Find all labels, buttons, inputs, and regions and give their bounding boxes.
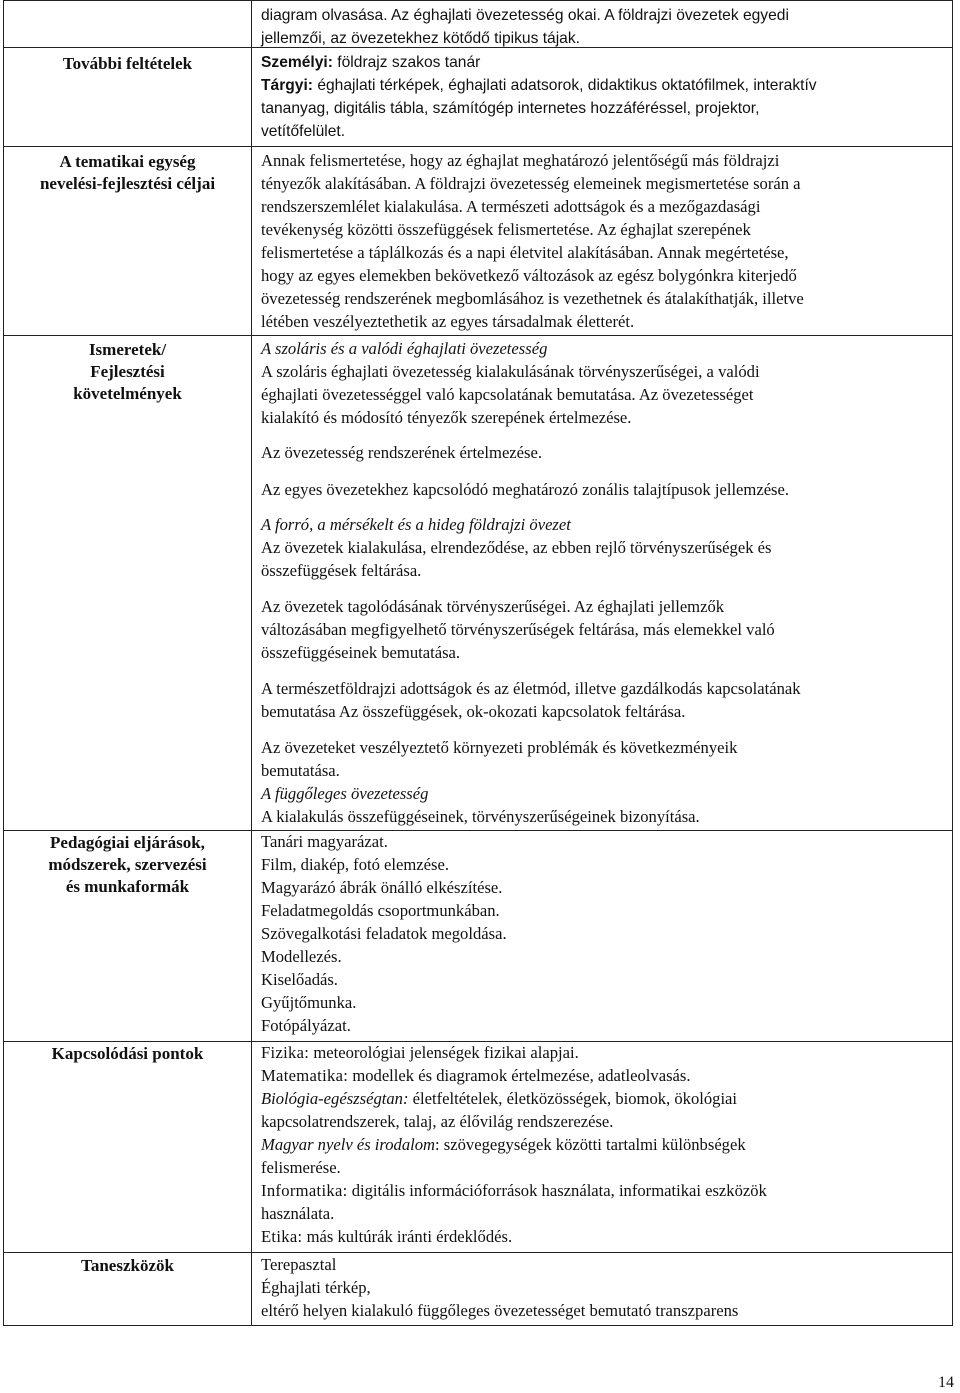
label-goals <box>4 151 251 195</box>
text-line: tényezők alakításában. A földrajzi övezetesség elemeinek megismertetése során a <box>261 174 801 193</box>
subject-name: Fizika: <box>261 1043 310 1062</box>
list-item: Terepasztal <box>261 1255 337 1274</box>
subject-text: : szövegegységek közötti tartalmi különbségek <box>435 1135 746 1154</box>
subject-name: Magyar nyelv és irodalom <box>261 1135 436 1154</box>
methods-list <box>261 830 943 1037</box>
text-line: felismerése. <box>261 1158 341 1177</box>
text-line: vetítőfelület. <box>261 123 346 140</box>
label-requirements-line: Ismeretek/ <box>88 340 167 359</box>
text-line: összefüggések feltárása. <box>261 561 422 580</box>
personal-label: Személyi: <box>261 54 333 71</box>
personal-conditions <box>261 51 943 74</box>
text-line: Annak felismertetése, hogy az éghajlat meghatározó jelentőségű más földrajzi <box>261 151 780 170</box>
text-line: Az övezetesség rendszerének értelmezése. <box>261 443 543 462</box>
connection-physics <box>261 1041 943 1064</box>
material-value: éghajlati térképek, éghajlati adatsorok, didaktikus oktatófilmek, interaktív <box>313 77 817 94</box>
label-requirements <box>4 339 251 405</box>
text-line: jellemzői, az övezetekhez kötődő tipikus tájak. <box>261 30 580 47</box>
connection-ethics <box>261 1225 943 1248</box>
text-line: övezetesség rendszerének megbomlásához is vezethetnek és átalakíthatják, illetve <box>261 289 804 308</box>
label-tools: Taneszközök <box>81 1256 174 1275</box>
label-goals-line: A tematikai egység <box>59 152 196 171</box>
subject-text: életfeltételek, életközösségek, biomok, ökológiai <box>408 1089 738 1108</box>
label-methods-line: Pedagógiai eljárások, <box>50 833 205 852</box>
text-line: rendszerszemlélet kialakulása. A természeti adottságok és a mezőgazdasági <box>261 197 761 216</box>
text-line: felismertetése a táplálkozás és a napi életvitel alakításában. Annak megértetése, <box>261 243 789 262</box>
section-heading: A forró, a mérsékelt és a hideg földrajzi övezet <box>261 515 571 534</box>
list-item: Feladatmegoldás csoportmunkában. <box>261 901 500 920</box>
text-line: A kialakulás összefüggéseinek, törvényszerűségeinek bizonyítása. <box>261 807 700 826</box>
label-further-conditions: További feltételek <box>62 54 193 73</box>
label-goals-line: nevelési-fejlesztési céljai <box>39 174 216 193</box>
requirements-p5 <box>261 595 943 664</box>
requirements-p7 <box>261 736 943 828</box>
text-line: Az övezeteket veszélyeztető környezeti problémák és következményeik <box>261 738 738 757</box>
text-line: diagram olvasása. Az éghajlati övezetesség okai. A földrajzi övezetek egyedi <box>261 7 789 24</box>
list-item: Kiselőadás. <box>261 970 338 989</box>
label-methods <box>4 832 251 898</box>
requirements-p3 <box>261 478 943 501</box>
list-item: Tanári magyarázat. <box>261 832 388 851</box>
top-continuation-text <box>261 4 943 50</box>
page-number: 14 <box>938 1374 954 1391</box>
list-item: Modellezés. <box>261 947 342 966</box>
section-heading: A szoláris és a valódi éghajlati övezetesség <box>261 339 548 358</box>
label-methods-line: módszerek, szervezési <box>48 855 207 874</box>
goals-text <box>261 149 943 333</box>
text-line: Az övezetek kialakulása, elrendeződése, az ebben rejlő törvényszerűségek és <box>261 538 772 557</box>
label-connections: Kapcsolódási pontok <box>51 1044 204 1063</box>
material-conditions <box>261 74 943 97</box>
text-line: bemutatása Az összefüggések, ok-okozati kapcsolatok feltárása. <box>261 702 686 721</box>
conditions-text <box>261 51 943 143</box>
connection-literature <box>261 1133 943 1156</box>
requirements-section2 <box>261 513 943 582</box>
text-line: A szoláris éghajlati övezetesség kialakulásának törvényszerűségei, a valódi <box>261 362 760 381</box>
text-line: kialakító és módosító tényezők szerepének értelmezése. <box>261 408 632 427</box>
connection-biology <box>261 1087 943 1110</box>
subject-text: meteorológiai jelenségek fizikai alapjai. <box>309 1043 579 1062</box>
list-item: Éghajlati térkép, <box>261 1278 371 1297</box>
text-line: változásában megfigyelhető törvényszerűségek feltárása, más elemekkel való <box>261 620 775 639</box>
label-requirements-line: követelmények <box>73 384 182 403</box>
text-line: hogy az egyes elemekben bekövetkező változások az egész bolygónkra kiterjedő <box>261 266 797 285</box>
text-line: összefüggéseinek bemutatása. <box>261 643 461 662</box>
text-line: létében veszélyeztethetik az egyes társadalmak életterét. <box>261 312 635 331</box>
label-methods-line: és munkaformák <box>65 877 190 896</box>
requirements-p2 <box>261 441 943 464</box>
text-line: kapcsolatrendszerek, talaj, az élővilág rendszerezése. <box>261 1112 614 1131</box>
section-heading: A függőleges övezetesség <box>261 784 429 803</box>
text-line: éghajlati övezetességgel való kapcsolatának bemutatása. Az övezetességet <box>261 385 754 404</box>
connection-math <box>261 1064 943 1087</box>
list-item: Fotópályázat. <box>261 1016 351 1035</box>
text-line: Az övezetek tagolódásának törvényszerűségei. Az éghajlati jellemzők <box>261 597 725 616</box>
text-line: A természetföldrajzi adottságok és az életmód, illetve gazdálkodás kapcsolatának <box>261 679 801 698</box>
material-label: Tárgyi: <box>261 77 313 94</box>
text-line: bemutatása. <box>261 761 340 780</box>
text-line: használata. <box>261 1204 335 1223</box>
label-requirements-line: Fejlesztési <box>90 362 165 381</box>
tools-list <box>261 1253 943 1322</box>
subject-text: más kultúrák iránti érdeklődés. <box>302 1227 513 1246</box>
personal-value: földrajz szakos tanár <box>337 54 481 71</box>
subject-name: Biológia-egészségtan: <box>261 1089 409 1108</box>
list-item: Gyűjtőmunka. <box>261 993 357 1012</box>
requirements-text <box>261 337 943 429</box>
requirements-p6 <box>261 677 943 723</box>
list-item: Film, diakép, fotó elemzése. <box>261 855 450 874</box>
connections-list <box>261 1041 943 1248</box>
text-line: tananyag, digitális tábla, számítógép internetes hozzáféréssel, projektor, <box>261 100 760 117</box>
subject-name: Matematika: <box>261 1066 349 1085</box>
list-item: Szövegalkotási feladatok megoldása. <box>261 924 507 943</box>
text-line: tevékenység közötti összefüggések felismertetése. Az éghajlat szerepének <box>261 220 751 239</box>
subject-text: digitális információforrások használata, informatikai eszközök <box>347 1181 767 1200</box>
list-item: eltérő helyen kialakuló függőleges övezetességet bemutató transzparens <box>261 1301 739 1320</box>
connection-informatics <box>261 1179 943 1202</box>
subject-text: modellek és diagramok értelmezése, adatleolvasás. <box>348 1066 691 1085</box>
subject-name: Informatika: <box>261 1181 348 1200</box>
text-line: Az egyes övezetekhez kapcsolódó meghatározó zonális talajtípusok jellemzése. <box>261 480 790 499</box>
list-item: Magyarázó ábrák önálló elkészítése. <box>261 878 503 897</box>
subject-name: Etika: <box>261 1227 303 1246</box>
